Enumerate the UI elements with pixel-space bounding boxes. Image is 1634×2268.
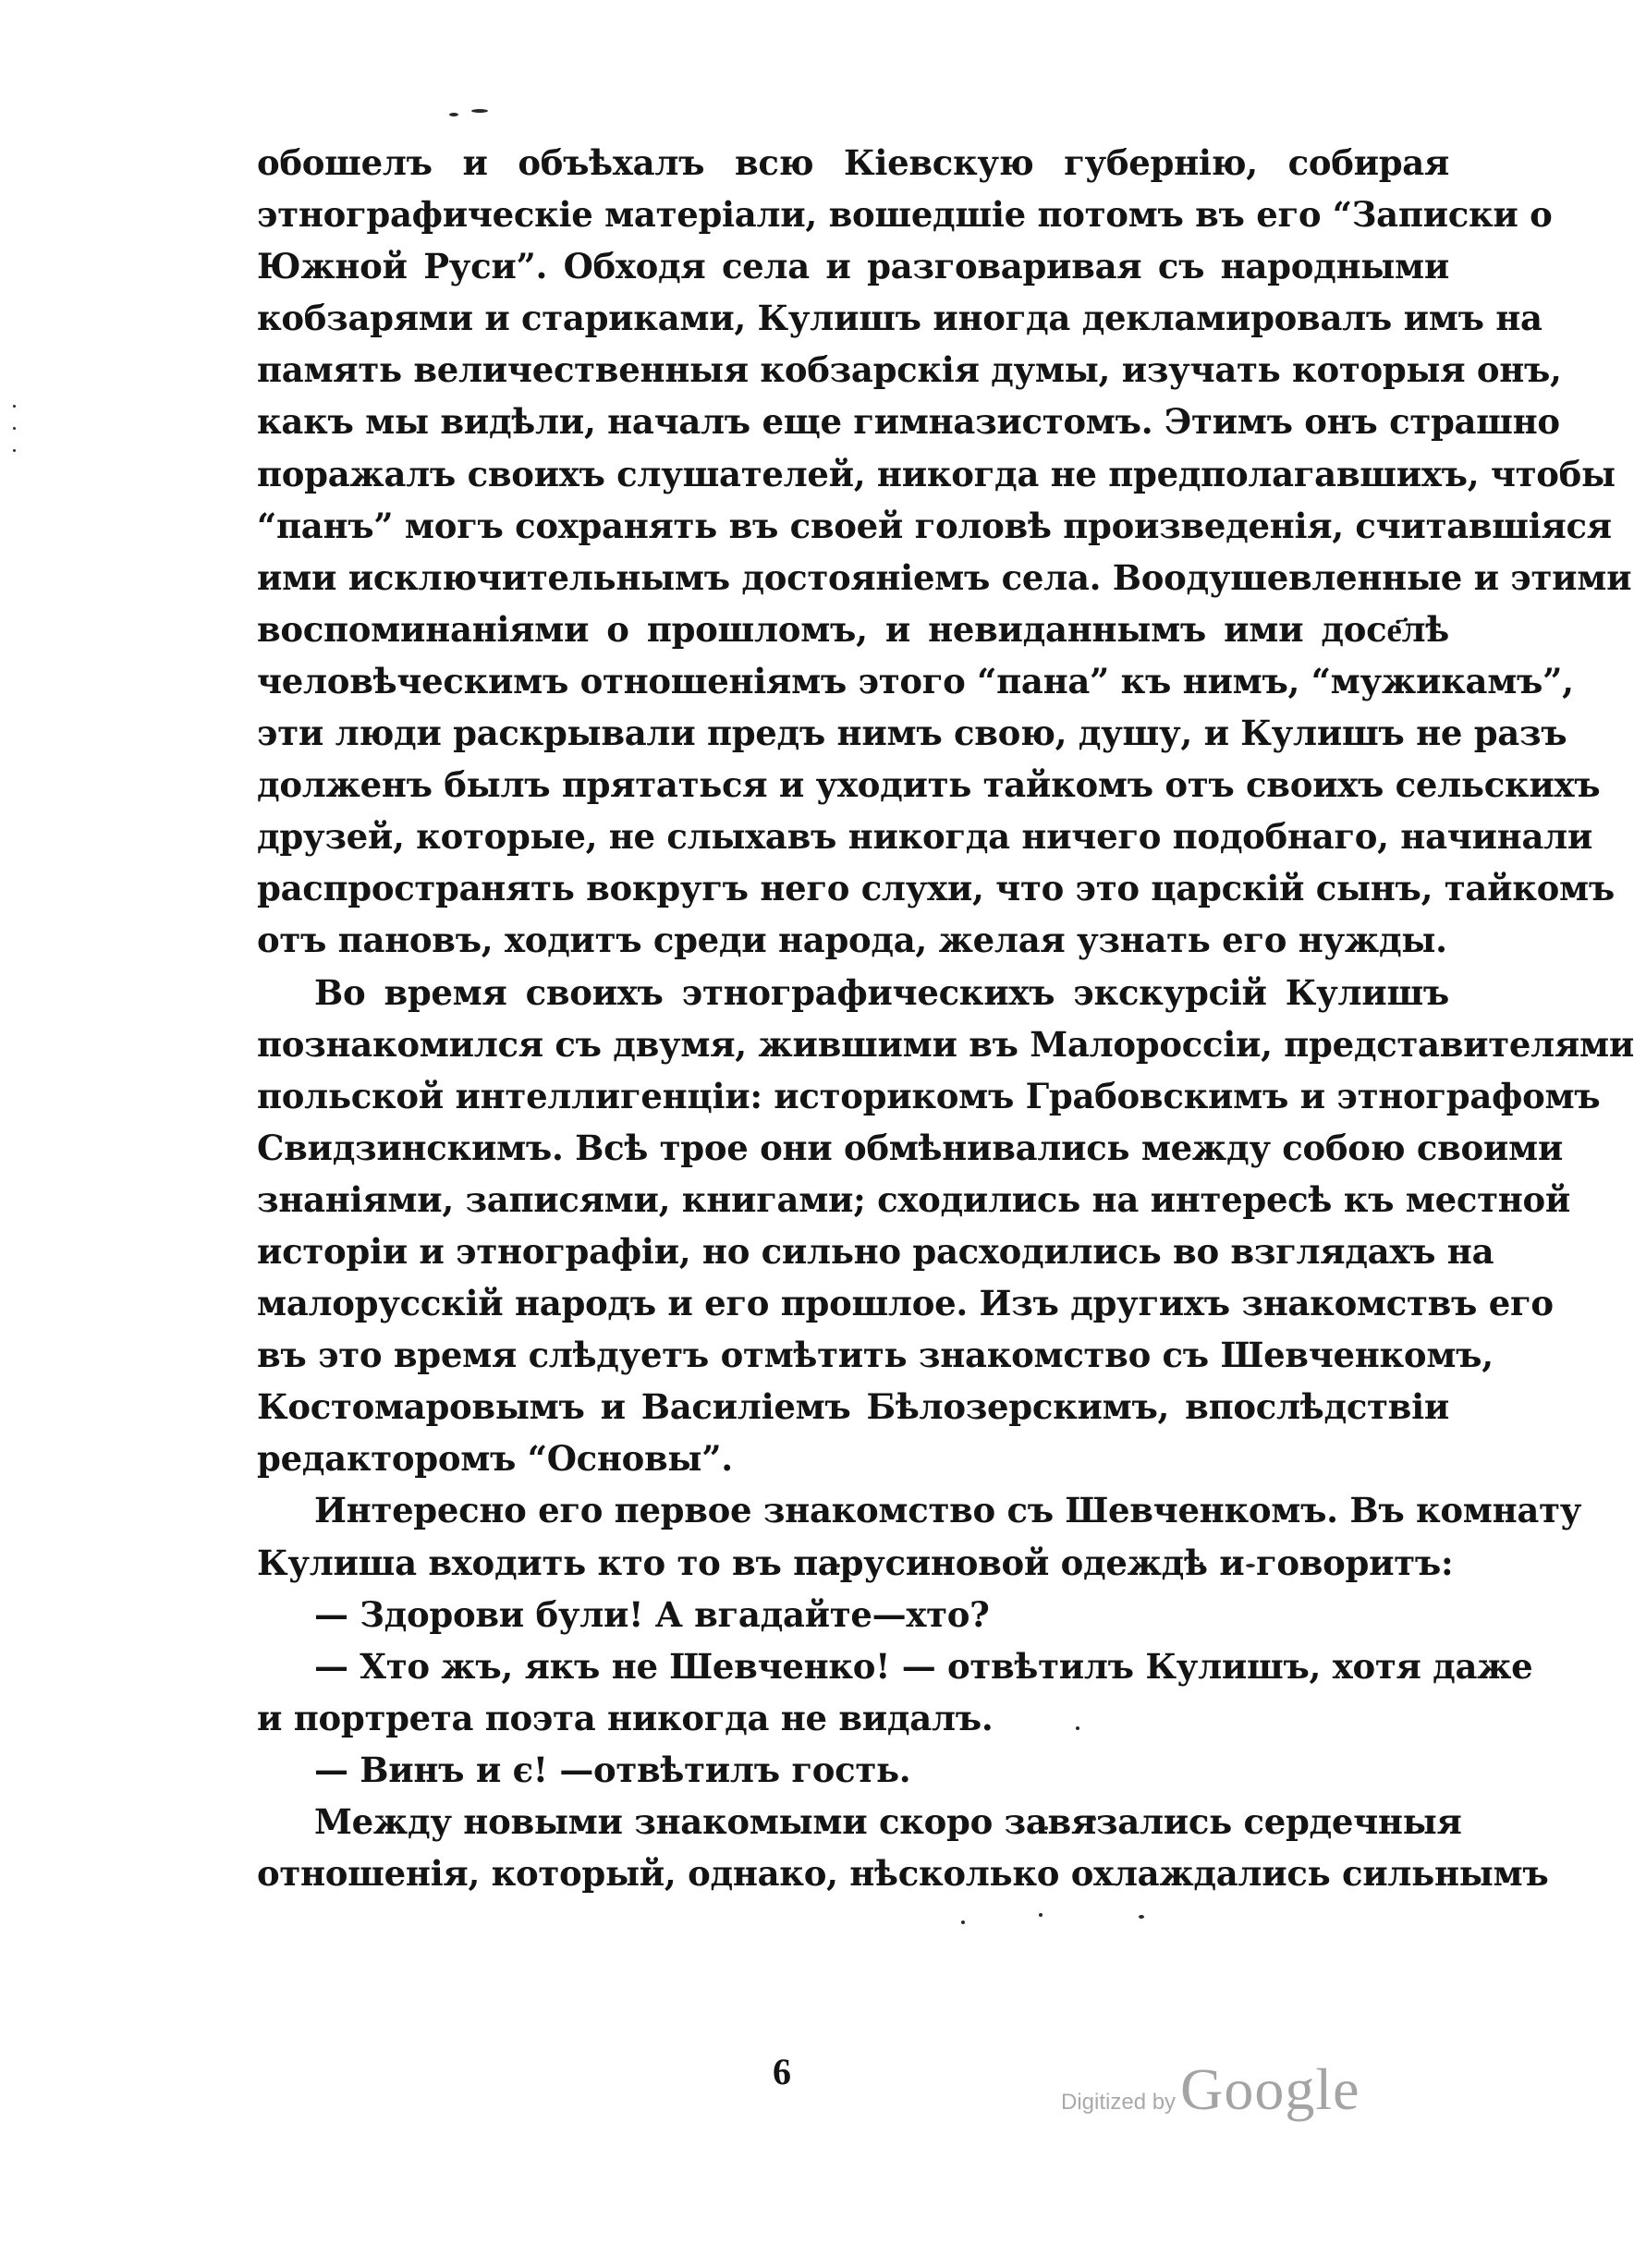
text-line: Южной Руси”. Обходя села и разговаривая съ народными [257,246,1449,287]
watermark-prefix: Digitized by [1061,2090,1177,2115]
text-line: “панъ” могъ сохранять въ своей головѣ произведенія, считавшіяся [257,505,1612,546]
text-line: знаніями, записями, книгами; сходились на интересѣ къ местной [257,1178,1571,1220]
text-line: поражалъ своихъ слушателей, никогда не предполагавшихъ, чтобы [257,453,1616,494]
text-line: исторіи и этнографіи, но сильно расходились во взглядахъ на [257,1230,1494,1272]
scan-speck [13,427,16,430]
text-line: этнографическіе матеріали, вошедшіе потомъ въ его “Записки о [257,194,1553,236]
text-line: какъ мы видѣли, началъ еще гимназистомъ. Этимъ онъ страшно [257,401,1560,443]
text-line: эти люди раскрывали предъ нимъ свою, душу, и Кулишъ не разъ [257,713,1567,754]
text-line: память величественныя кобзарскія думы, изучать которыя онъ, [257,349,1562,391]
scan-speck [449,113,458,116]
text-line: отъ пановъ, ходитъ среди народа, желая узнать его нужды. [257,920,1447,961]
text-line: друзей, которые, не слыхавъ никогда ничего подобнаго, начинали [257,816,1593,858]
body-text [257,137,1634,1899]
scan-speck [13,449,16,452]
scan-speck [1139,1915,1144,1919]
text-line: редакторомъ “Основы”. [257,1438,733,1480]
text-line: — Винъ и є! —отвѣтилъ гость. [314,1749,911,1790]
text-line: долженъ былъ прятаться и уходить тайкомъ отъ своихъ сельскихъ [257,764,1601,806]
text-line: ими исключительнымъ достояніемъ села. Воодушевленные и этими [257,556,1632,598]
text-line: обошелъ и объѣхалъ всю Кіевскую губернію, собирая [257,142,1449,183]
text-line: человѣческимъ отношеніямъ этого “пана” къ нимъ, “мужикамъ”, [257,660,1574,701]
text-line: и портрета поэта никогда не видалъ. [257,1697,994,1738]
page-number: 6 [773,2051,791,2092]
text-line: Свидзинскимъ. Всѣ трое они обмѣнивались между собою своими [257,1127,1564,1168]
google-logo-text: Google [1180,2056,1360,2122]
text-line: воспоминаніями о прошломъ, и невиданнымъ ими досе҃лѣ [257,608,1449,650]
scan-speck [471,109,488,113]
scan-speck [961,1920,965,1924]
text-line: польской интеллигенціи: историкомъ Грабовскимъ и этнографомъ [257,1075,1601,1116]
scan-speck [1039,1913,1043,1917]
text-line: познакомился съ двумя, жившими въ Малороссіи, представителями [257,1023,1634,1065]
text-line: въ это время слѣдуетъ отмѣтить знакомство съ Шевченкомъ, [257,1335,1494,1376]
google-watermark [1061,2055,1360,2124]
text-line: отношенія, который, однако, нѣсколько охлаждались сильнымъ [257,1853,1549,1895]
text-line: Интересно его первое знакомство съ Шевченкомъ. Въ комнату [314,1490,1582,1531]
text-line: кобзарями и стариками, Кулишъ иногда декламировалъ имъ на [257,298,1543,339]
text-line: Во время своихъ этнографическихъ экскурсій Кулишъ [314,971,1449,1013]
text-line: — Здорови були! А вгадайте—хто? [314,1593,990,1635]
text-line: — Хто жъ, якъ не Шевченко! — отвѣтилъ Кулишъ, хотя даже [314,1645,1533,1687]
text-line: Костомаровымъ и Василіемъ Бѣлозерскимъ, впослѣдствіи [257,1386,1449,1428]
text-line: распространять вокругъ него слухи, что это царскій сынъ, тайкомъ [257,868,1615,909]
text-line: Между новыми знакомыми скоро завязались сердечныя [314,1801,1462,1842]
scan-speck [13,405,16,408]
text-line: Кулиша входить кто то въ парусиновой одеждѣ и говоритъ: [257,1542,1454,1583]
text-line: малорусскій народъ и его прошлое. Изъ другихъ знакомствъ его [257,1283,1554,1324]
